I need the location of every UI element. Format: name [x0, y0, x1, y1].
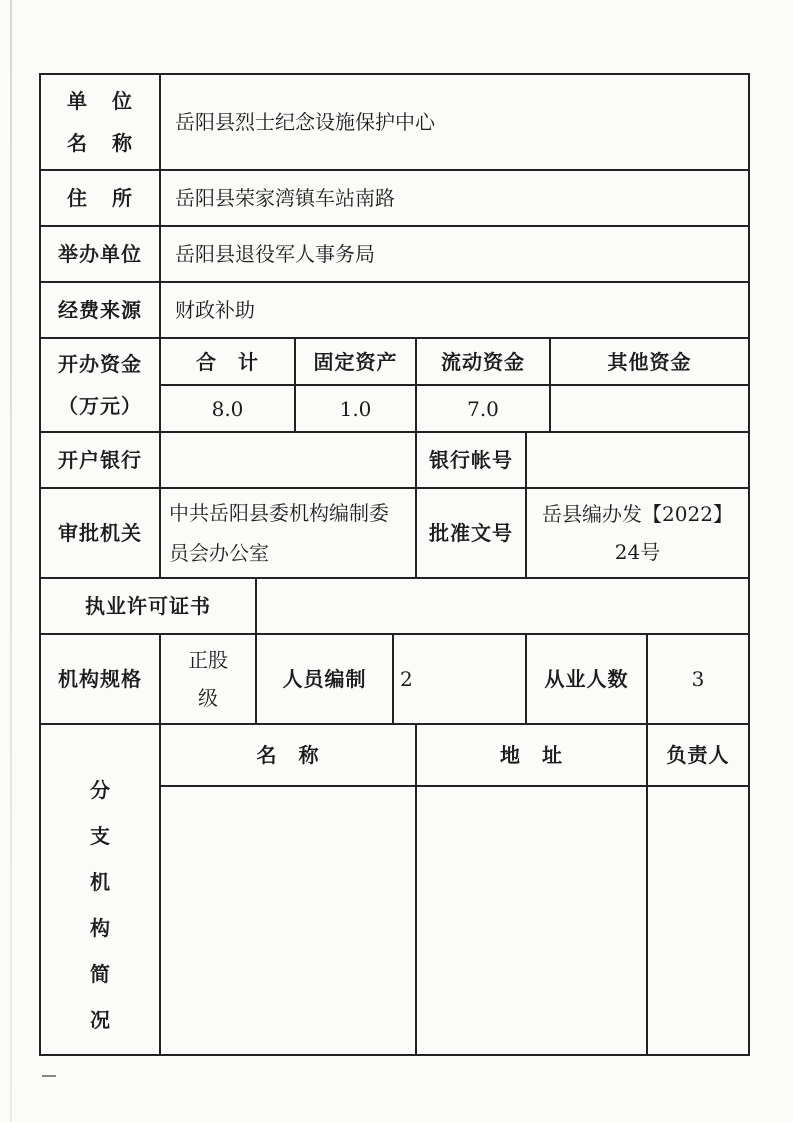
license-label: 执业许可证书 [40, 578, 256, 634]
employees-label: 从业人数 [526, 634, 647, 724]
bank-account-label: 银行帐号 [416, 432, 526, 488]
branches-label-char: 构 [90, 915, 110, 940]
capital-other-value [550, 385, 749, 432]
scale-value: 正股级 [160, 634, 256, 724]
capital-fixed-value: 1.0 [295, 385, 416, 432]
registration-form-table [39, 73, 750, 1056]
unit-name-label-line1 [41, 89, 159, 113]
capital-header-other: 其他资金 [550, 338, 749, 385]
capital-header-current: 流动资金 [416, 338, 550, 385]
address-value: 岳阳县荣家湾镇车站南路 [160, 170, 749, 226]
branches-address-cell [416, 786, 647, 1055]
approval-doc-value: 岳县编办发【2022】24号 [526, 488, 749, 578]
branches-col-address: 地 址 [416, 724, 647, 786]
staff-quota-label: 人员编制 [256, 634, 393, 724]
unit-name-label-char: 位 [112, 89, 133, 113]
license-value [256, 578, 749, 634]
bank-account-value [526, 432, 749, 488]
branches-label-cell [40, 724, 160, 1055]
sponsor-value: 岳阳县退役军人事务局 [160, 226, 749, 282]
unit-name-label-cell [40, 74, 160, 170]
unit-name-label-line2 [41, 131, 159, 155]
capital-label-cell [40, 338, 160, 432]
address-label [41, 186, 159, 210]
address-label-cell [40, 170, 160, 226]
address-label-char: 所 [112, 186, 133, 210]
address-label-char: 住 [67, 186, 88, 210]
bank-label: 开户银行 [40, 432, 160, 488]
branches-label-char: 简 [90, 961, 110, 986]
bank-value [160, 432, 416, 488]
page-mark [42, 1075, 56, 1077]
funding-source-label: 经费来源 [40, 282, 160, 338]
capital-header-fixed: 固定资产 [295, 338, 416, 385]
branches-col-head: 负责人 [647, 724, 749, 786]
approval-authority-value: 中共岳阳县委机构编制委员会办公室 [160, 488, 416, 578]
branches-label-char: 支 [90, 823, 110, 848]
branches-name-cell [160, 786, 416, 1055]
scale-label: 机构规格 [40, 634, 160, 724]
row-funding-source [40, 282, 749, 338]
funding-source-value: 财政补助 [160, 282, 749, 338]
row-unit-name [40, 74, 749, 170]
sponsor-label: 举办单位 [40, 226, 160, 282]
unit-name-label-char: 名 [67, 131, 88, 155]
branches-label-char: 机 [90, 869, 110, 894]
branches-col-name: 名 称 [160, 724, 416, 786]
employees-value: 3 [647, 634, 749, 724]
staff-quota-value: 2 [393, 634, 526, 724]
capital-label-line2: （万元） [58, 394, 142, 418]
capital-current-value: 7.0 [416, 385, 550, 432]
row-address [40, 170, 749, 226]
row-bank [40, 432, 749, 488]
branches-head-cell [647, 786, 749, 1055]
capital-header-total: 合 计 [160, 338, 295, 385]
capital-label-line1: 开办资金 [58, 352, 142, 376]
unit-name-label-char: 称 [112, 131, 133, 155]
row-license [40, 578, 749, 634]
branches-label-char: 况 [90, 1007, 110, 1032]
capital-total-value: 8.0 [160, 385, 295, 432]
row-scale [40, 634, 749, 724]
unit-name-value: 岳阳县烈士纪念设施保护中心 [160, 74, 749, 170]
row-approval [40, 488, 749, 578]
branches-label [41, 767, 159, 1043]
page-edge [10, 0, 12, 1122]
row-capital-headers [40, 338, 749, 385]
approval-doc-label: 批准文号 [416, 488, 526, 578]
row-branches-headers [40, 724, 749, 786]
approval-label: 审批机关 [40, 488, 160, 578]
row-sponsor [40, 226, 749, 282]
unit-name-label-char: 单 [67, 89, 88, 113]
branches-label-char: 分 [90, 777, 110, 802]
